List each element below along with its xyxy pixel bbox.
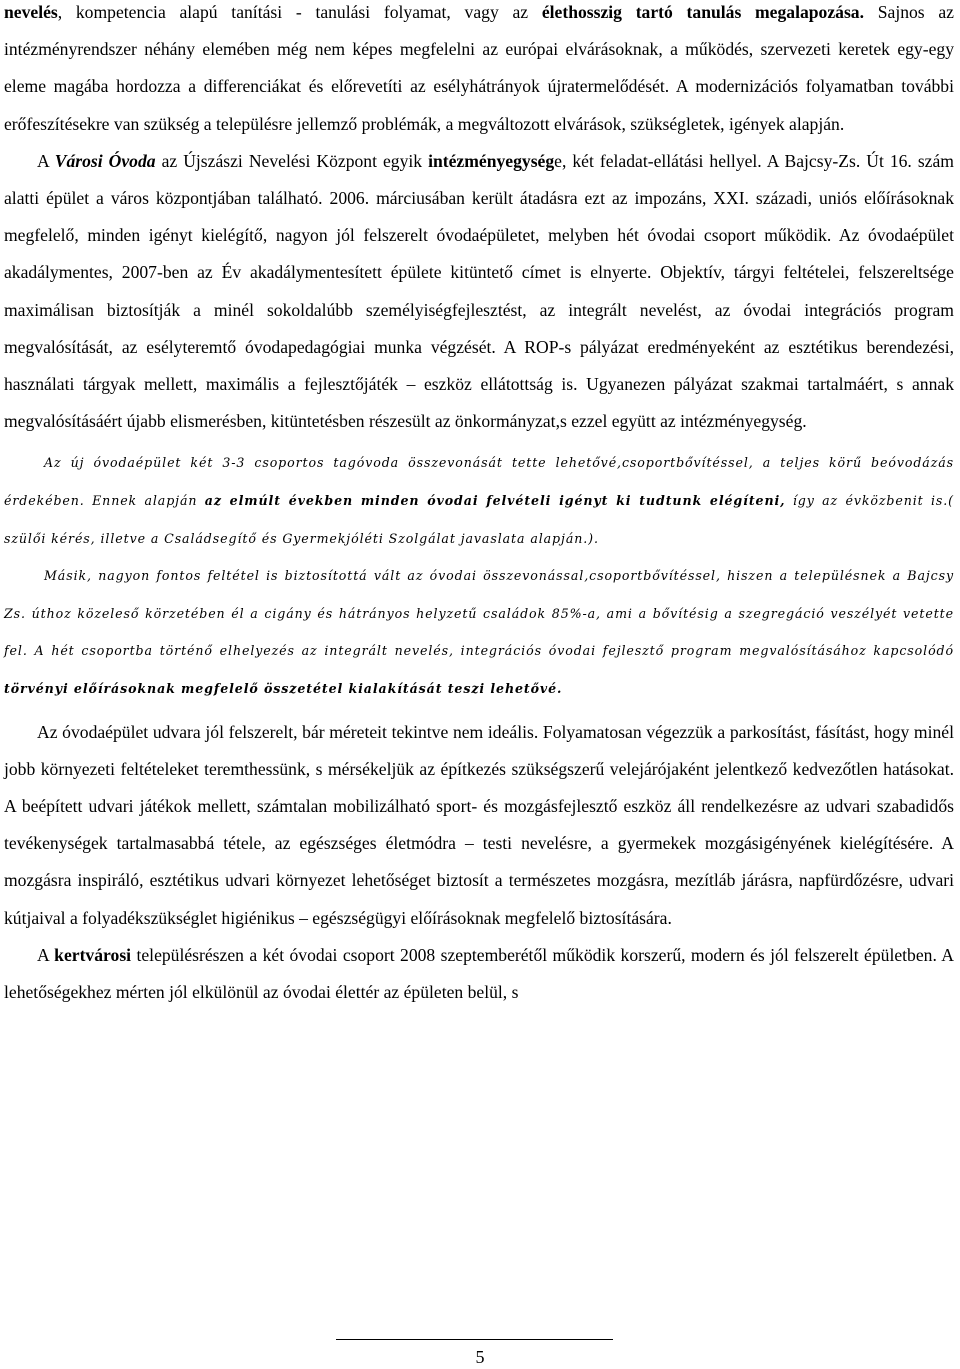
body-text: Az óvodaépület udvara jól felszerelt, bár méreteit tekintve nem ideális. Folyamatosan végezzük a parkosítást, fásítást, hogy minél jobb környezeti feltételeket teremthessünk, s mérsékeljük az építkezés szükségszerű velejárójaként jelentkező kedvezőtlen hatásokat. A beépített udvari játékok mellett, számtalan mobilizálható sport- és mozgásfejlesztő eszköz áll rendelkezésre az udvari szabadidős tevékenységek tartalmasabbá tétele, az egészséges életmódra – testi nevelésre, a gyermekek mozgásigényének kielégítésére. A mozgásra inspiráló, esztétikus udvari környezet lehetőséget biztosít a természetes mozgásra, mezítláb járásra, napfürdőzésre, udvari kútjaival a folyadékszükséglet higiénikus – egészségügyi előírásoknak megfelelő biztosítására. [4, 721, 954, 928]
bold-text: intézményegység [428, 150, 555, 171]
bold-text: kertvárosi [54, 944, 132, 965]
paragraph-yard [4, 714, 954, 937]
body-text: településrészen a két óvodai csoport 2008 szeptemberétől működik korszerű, modern és jól felszerelt épületben. A lehetőségekhez mérten jól elkülönül az óvodai élettér az épületen belül, s [4, 944, 954, 1003]
bold-text: élethosszig tartó tanulás megalapozása. [541, 2, 864, 22]
body-text: , kompetencia alapú tanítási - tanulási folyamat, vagy az [57, 2, 542, 22]
paragraph-other-condition [4, 557, 954, 707]
body-text: A [37, 944, 55, 965]
body-text: Sajnos az intézményrendszer néhány elemében még nem képes megfelelni az európai elvárásoknak, a működés, szervezeti keretek egy-egy eleme magába hordozza a differenciákat és előrevetíti az esélyhátrányok újratermelődését. [4, 2, 954, 97]
institution-name: Városi Óvoda [54, 150, 156, 171]
footer-rule [336, 1339, 613, 1340]
body-text: e, két feladat-ellátási hellyel. A Bajcsy-Zs. Út 16. szám alatti épület a város központjában található. 2006. márciusában került átadásra ezt az impozáns, XXI. századi, uniós előírásoknak megfelelő, minden igényt kielégítő, nagyon jól felszerelt óvodaépületet, melyben hét óvodai csoport működik. Az óvodaépület akadálymentes, 2007-ben az Év akadálymentesített épülete kitüntető címet is elnyerte. Objektív, tárgyi feltételei, felszereltsége maximálisan biztosítják a minél sokoldalúbb személyiségfejlesztést, az integrált nevelést, az óvodai integrációs program megvalósítását, az esélyteremtő óvodapedagógiai munka végzését. A ROP-s pályázat eredményeként az esztétikus berendezési, használati tárgyak mellett, maximális a fejlesztőjáték – eszköz ellátottság is. Ugyanezen pályázat szakmai tartalmáért, s annak megvalósításáért újabb elismerésben, kitüntetésben részesült az önkormányzat,s ezzel együtt az intézményegység. [4, 150, 954, 432]
bold-italic-text: törvényi előírásoknak megfelelő összetétel kialakítását teszi lehetővé. [4, 681, 563, 696]
paragraph-intro [4, 0, 954, 143]
bold-italic-text: az elmúlt években minden óvodai felvételi igényt ki tudtunk elégíteni, [204, 493, 786, 509]
body-text: az Újszászi Nevelési Központ egyik [155, 150, 429, 171]
italic-text: Másik, nagyon fontos feltétel is biztosítottá vált az óvodai összevonással,csoportbővítéssel, hiszen a településnek a Bajcsy Zs. úthoz közeleső körzetében él a cigány és hátrányos helyzetű családok 85%-a, ami a bővítésig a szegregáció veszélyét vetette fel. A hét csoportba történő elhelyezés az integrált nevelés, integrációs óvodai fejlesztő program megvalósításához kapcsolódó [4, 568, 954, 659]
body-text: A [37, 150, 55, 171]
paragraph-new-building [4, 444, 954, 557]
page-number: 5 [475, 1347, 485, 1367]
paragraph-kertvarosi [4, 937, 954, 1011]
italic-text: Az új óvodaépület két 3-3 csoportos tagóvoda összevonását tette lehetővé,csoportbővítéssel, a teljes körű beóvodázás érdekében. Ennek alapján [4, 455, 954, 509]
paragraph-varosi-ovoda [4, 143, 954, 441]
body-text: A modernizációs folyamatban további erőfeszítésekre van szükség a településre jellemző problémák, a megváltozott elvárások, szükségletek, igények alapján. [4, 76, 954, 134]
bold-text: nevelés [4, 2, 58, 22]
italic-text: így az évközbenit is.( szülői kérés, illetve a Családsegítő és Gyermekjóléti Szolgálat javaslata alapján.). [4, 493, 954, 546]
